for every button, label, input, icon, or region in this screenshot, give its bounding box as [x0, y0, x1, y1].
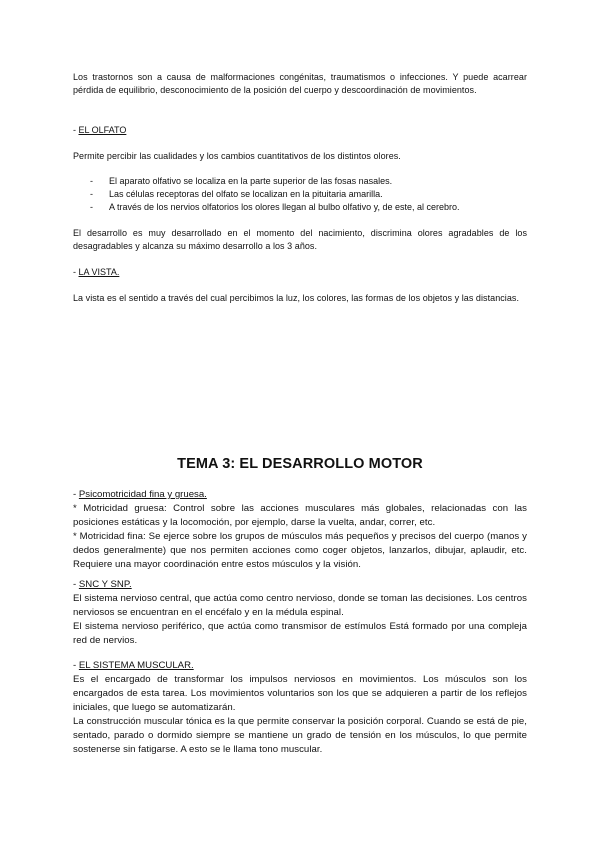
muscular-section	[73, 659, 527, 757]
muscular-heading-prefix: -	[73, 660, 79, 671]
vista-body	[73, 292, 527, 305]
bullet-text: Las células receptoras del olfato se localizan en la pituitaria amarilla.	[109, 189, 383, 199]
motricidad-fina-paragraph: * Motricidad fina: Se ejerce sobre los grupos de músculos más pequeños y precisos del cuerpo (manos y dedos generalmente) que nos permiten acciones como coger objetos, lanzarlos, dibujar, aplaudir, etc. Requiere una mayor coordinación entre estos músculos y la visión.	[73, 531, 527, 570]
psico-heading-prefix: -	[73, 489, 79, 500]
list-item	[73, 175, 527, 188]
olfato-bullet-list	[73, 175, 527, 214]
snp-paragraph: El sistema nervioso periférico, que actúa como transmisor de estímulos Está formado por una compleja red de nervios.	[73, 621, 527, 646]
vista-paragraph: La vista es el sentido a través del cual percibimos la luz, los colores, las formas de los objetos y las distancias.	[73, 293, 520, 303]
page-title: TEMA 3: EL DESARROLLO MOTOR	[177, 456, 423, 472]
psico-heading-text: Psicomotricidad fina y gruesa.	[78, 489, 207, 500]
olfato-section	[73, 124, 527, 137]
list-item	[73, 201, 527, 214]
bullet-text: A través de los nervios olfatorios los olores llegan al bulbo olfativo y, de este, al cerebro.	[109, 202, 460, 212]
olfato-heading-prefix: -	[73, 125, 79, 135]
vista-heading	[73, 266, 527, 279]
muscular-heading-text: EL SISTEMA MUSCULAR.	[78, 660, 194, 671]
olfato-heading-text: EL OLFATO	[78, 125, 127, 135]
list-item	[73, 188, 527, 201]
olfato-heading	[73, 124, 527, 137]
snc-snp-section	[73, 578, 527, 648]
top-section	[73, 71, 527, 97]
motricidad-gruesa-paragraph: * Motricidad gruesa: Control sobre las acciones musculares más globales, relacionadas con las posiciones estáticas y la locomoción, por ejemplo, darse la vuelta, andar, correr, etc.	[73, 503, 527, 528]
muscular-paragraph: Es el encargado de transformar los impulsos nerviosos en movimientos. Los músculos son los encargados de esta tarea. Los movimientos voluntarios son los que se adquieren a partir de los reflejos iniciales, que luego se automatizarán.	[73, 674, 527, 713]
vista-section	[73, 266, 527, 279]
bullet-dash: -	[90, 202, 93, 212]
snc-paragraph: El sistema nervioso central, que actúa como centro nervioso, donde se toman las decisiones. Los centros nerviosos se encuentran en el encéfalo y en la médula espinal.	[73, 593, 527, 618]
vista-heading-text: LA VISTA.	[78, 267, 120, 277]
olfato-development-paragraph: El desarrollo es muy desarrollado en el momento del nacimiento, discrimina olores agradables de los desagradables y alcanza su máximo desarrollo a los 3 años.	[73, 228, 527, 251]
snc-heading-text: SNC Y SNP.	[78, 579, 132, 590]
vista-heading-prefix: -	[73, 267, 79, 277]
olfato-paragraph: Permite percibir las cualidades y los cambios cuantitativos de los distintos olores.	[73, 151, 401, 161]
olfato-development-block	[73, 227, 527, 253]
muscular-heading	[73, 659, 527, 673]
intro-paragraph: Los trastornos son a causa de malformaciones congénitas, traumatismos o infecciones. Y puede acarrear pérdida de equilibrio, desconocimiento de la posición del cuerpo y descoordinación de movimientos.	[73, 72, 527, 95]
bullet-text: El aparato olfativo se localiza en la parte superior de las fosas nasales.	[109, 176, 393, 186]
bullet-dash: -	[90, 189, 93, 199]
psico-heading	[73, 488, 527, 502]
snc-heading-prefix: -	[73, 579, 79, 590]
psicomotricidad-section	[73, 488, 527, 572]
bullet-dash: -	[90, 176, 93, 186]
snc-heading	[73, 578, 527, 592]
olfato-body	[73, 150, 527, 163]
tono-muscular-paragraph: La construcción muscular tónica es la que permite conservar la posición corporal. Cuando se está de pie, sentado, parado o dormido siempre se mantiene un grado de tensión en los músculos, lo que permite sostenerse sin fatigarse. A esto se le llama tono muscular.	[73, 716, 527, 755]
